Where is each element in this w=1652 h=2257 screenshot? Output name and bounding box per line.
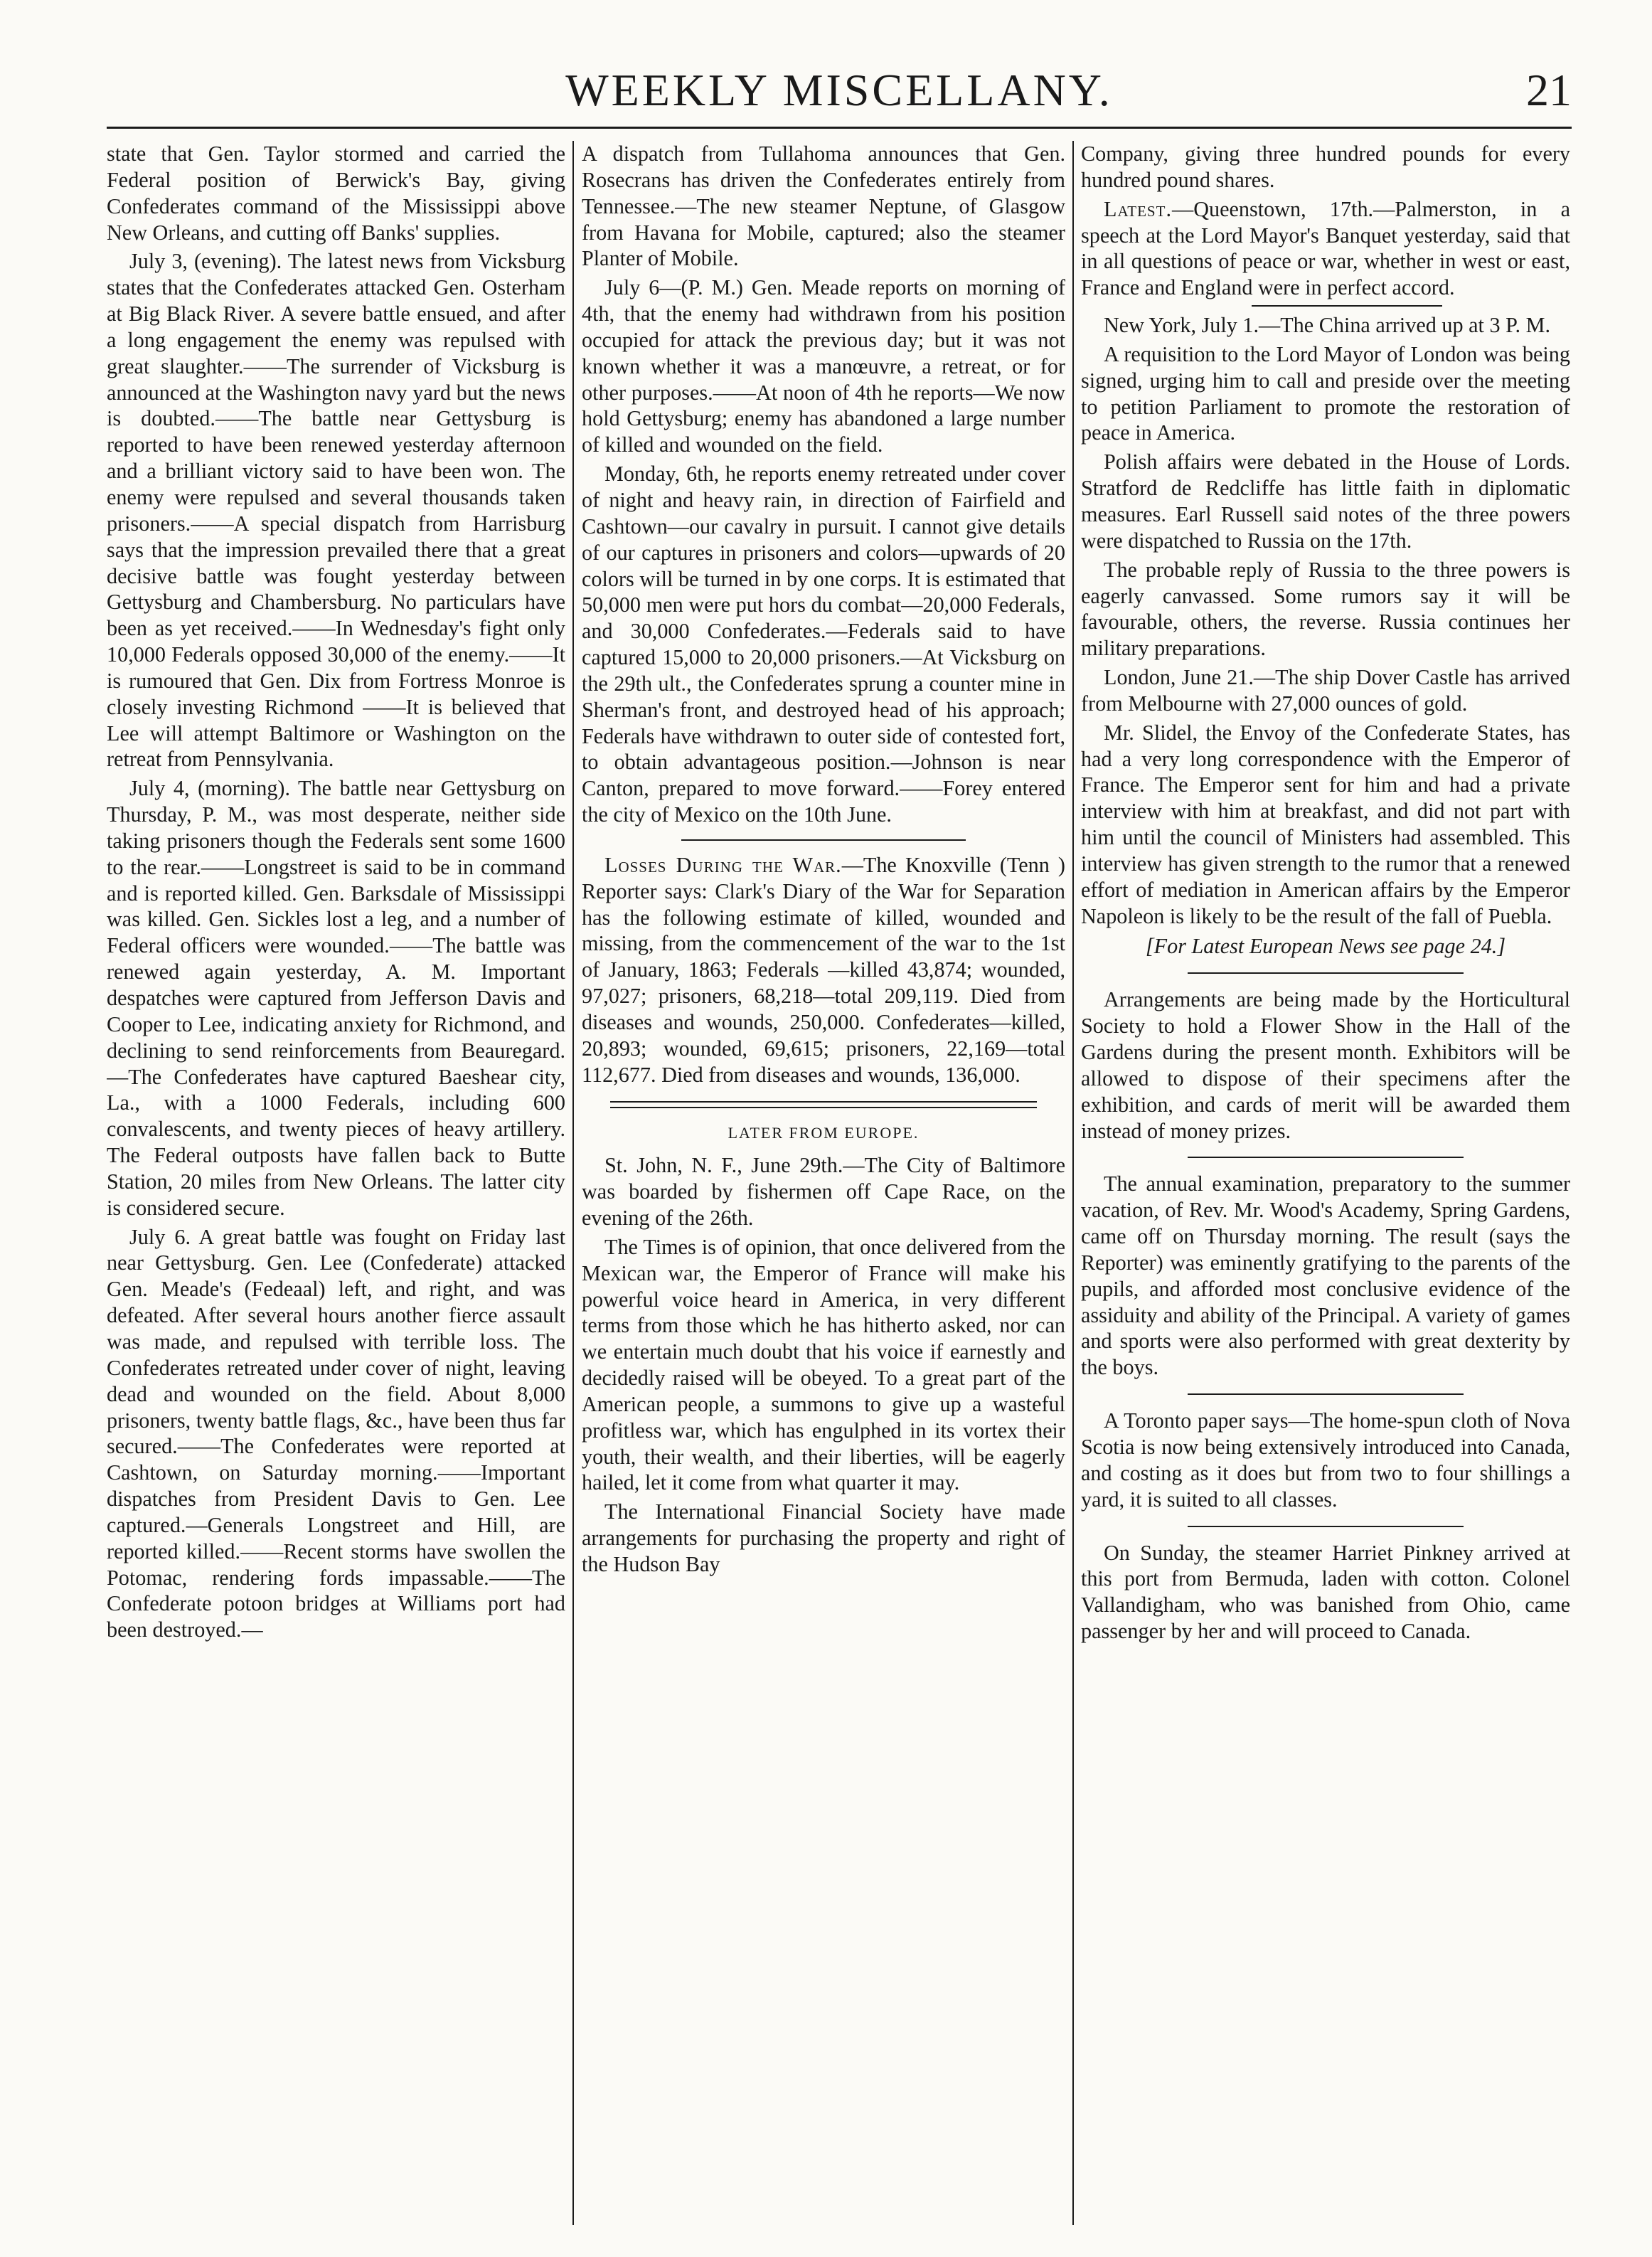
page-number: 21: [1526, 65, 1572, 115]
losses-title: Losses During the War.: [604, 852, 842, 877]
short-rule: [1252, 305, 1442, 307]
column-rule: [572, 141, 574, 2225]
column-3: [1081, 141, 1570, 2225]
latest-text: —Queenstown, 17th.—Palmerston, in a speech at the Lord Mayor's Banquet yesterday, said that in all questions of peace or war, whether in west or east, France and England were in perfect accord.: [1081, 196, 1570, 300]
news-paragraph: July 6. A great battle was fought on Friday last near Gettysburg. Gen. Lee (Confederate) attacked Gen. Meade's (Fedeaal) left, and right, and was defeated. After several hours another fierce assault was made, and repulsed with terrible loss. The Confederates retreated under cover of night, leaving dead and wounded on the field. About 8,000 prisoners, twenty battle flags, &c., have been thus far secured.——The Confederates were reported at Cashtown, on Saturday morning.——Important dispatches from President Davis to Gen. Lee captured.—Generals Longstreet and Hill, are reported killed.——Recent storms have swollen the Potomac, rendering fords impassable.——The Confederate potoon bridges at Williams port had been destroyed.—: [107, 1224, 565, 1642]
news-paragraph: On Sunday, the steamer Harriet Pinkney arrived at this port from Bermuda, laden with cotton. Colonel Vallandigham, who was banished from Ohio, came passenger by her and will proceed to Canada.: [1081, 1540, 1570, 1644]
news-paragraph: Arrangements are being made by the Horticultural Society to hold a Flower Show in the Hall of the Gardens during the present month. Exhibitors will be allowed to dispose of their specimens after the exhibition, and cards of merit will be awarded them instead of money prizes.: [1081, 987, 1570, 1143]
news-paragraph: July 6—(P. M.) Gen. Meade reports on morning of 4th, that the enemy had withdrawn from his position occupied for attack the previous day; but it was not known whether it was a manœuvre, a retreat, or for other purposes.——At noon of 4th he reports—We now hold Gettysburg; enemy has abandoned a large number of killed and wounded on the field.: [582, 275, 1065, 457]
section-separator: [1188, 1157, 1464, 1158]
europe-heading: LATER FROM EUROPE.: [728, 1123, 920, 1142]
section-separator: [1188, 1393, 1464, 1395]
losses-text: —The Knoxville (Tenn ) Reporter says: Clark's Diary of the War for Separation has the following estimate of killed, wounded and missing, from the commencement of the war to the 1st of January, 1863; Federals —killed 43,874; wounded, 97,027; prisoners, 68,218—total 209,119. Died from diseases and wounds, 250,000. Confederates—killed, 20,893; wounded, 69,615; prisoners, 22,169—total 112,677. Died from diseases and wounds, 136,000.: [582, 852, 1065, 1087]
column-2: [582, 141, 1065, 2225]
news-paragraph: The annual examination, preparatory to the summer vacation, of Rev. Mr. Wood's Academy, Spring Gardens, came off on Thursday morning. The result (says the Reporter) was eminently gratifying to the parents of the pupils, and afforded most conclusive evidence of the assiduity and ability of the Principal. A variety of games and sports were also performed with great dexterity by the boys.: [1081, 1172, 1570, 1380]
running-title: WEEKLY MISCELLANY.: [565, 65, 1113, 115]
double-rule: [610, 1101, 1037, 1108]
news-paragraph: July 4, (morning). The battle near Gettysburg on Thursday, P. M., was most desperate, neither side taking prisoners though the Federals sent some 1600 to the rear.——Longstreet is said to be in command and is reported killed. Gen. Barksdale of Mississippi was killed. Gen. Sickles lost a leg, and a number of Federal officers were wounded.——The battle was renewed again yesterday, A. M. Important despatches were captured from Jefferson Davis and Cooper to Lee, indicating anxiety for Richmond, and declining to send reinforcements from Beauregard.—The Confederates have captured Baeshear city, La., with a 1000 Federals, including 600 convalescents, and twenty pieces of heavy artillery. The Federal outposts have fallen back to Butte Station, 20 miles from New Orleans. The latter city is considered secure.: [107, 776, 565, 1220]
news-paragraph: The probable reply of Russia to the three powers is eagerly canvassed. Some rumors say it will be favourable, others, the reverse. Russia continues her military preparations.: [1081, 557, 1570, 661]
section-separator: [1188, 1526, 1464, 1527]
section-separator: [681, 839, 966, 841]
news-paragraph: The Times is of opinion, that once delivered from the Mexican war, the Emperor of France will make his powerful voice heard in America, in very different terms from those which he has hitherto asked, nor can we entertain much doubt that his voice if earnestly and decidedly raised will be obeyed. To a great part of the American people, a summons to give up a wasteful profitless war, which has engulphed in its vortex their youth, their wealth, and their liberties, will be eagerly hailed, let it come from what quarter it may.: [582, 1234, 1065, 1495]
cross-reference-note: [For Latest European News see page 24.]: [1145, 934, 1506, 959]
section-separator: [1188, 972, 1464, 974]
news-paragraph: Polish affairs were debated in the House of Lords. Stratford de Redcliffe has little faith in diplomatic measures. Earl Russell said notes of the three powers were dispatched to Russia on the 17th.: [1081, 450, 1570, 553]
news-paragraph: The International Financial Society have made arrangements for purchasing the property and right of the Hudson Bay: [582, 1499, 1065, 1577]
news-paragraph: St. John, N. F., June 29th.—The City of Baltimore was boarded by fishermen off Cape Race, on the evening of the 26th.: [582, 1153, 1065, 1231]
news-paragraph: state that Gen. Taylor stormed and carried the Federal position of Berwick's Bay, giving Confederates command of the Mississippi above New Orleans, and cutting off Banks' supplies.: [107, 142, 565, 245]
news-paragraph: July 3, (evening). The latest news from Vicksburg states that the Confederates attacked Gen. Osterham at Big Black River. A severe battle ensued, and after a long engagement the enemy was repulsed with great slaughter.——The surrender of Vicksburg is announced at the Washington navy yard but the news is doubted.——The battle near Gettysburg is reported to have been renewed yesterday afternoon and a brilliant victory said to have been won. The enemy were repulsed and several thousands taken prisoners.——A special dispatch from Harrisburg says that the impression prevailed there that a great decisive battle was fought yesterday between Gettysburg and Chambersburg. No particulars have been as yet received.——In Wednesday's fight only 10,000 Federals opposed 30,000 of the enemy.——It is rumoured that Gen. Dix from Fortress Monroe is closely investing Richmond ——It is believed that Lee will attempt Baltimore or Washington on the retreat from Pennsylvania.: [107, 249, 565, 772]
news-paragraph: Monday, 6th, he reports enemy retreated under cover of night and heavy rain, in direction of Fairfield and Cashtown—our cavalry in pursuit. I cannot give details of our captures in prisoners and colors—upwards of 20 colors will be turned in by one corps. It is estimated that 50,000 men were put hors du combat—20,000 Federals, and 30,000 Confederates.—Federals said to have captured 15,000 to 20,000 prisoners.—At Vicksburg on the 29th ult., the Confederates sprung a counter mine in Sherman's front, and destroyed head of his approach; Federals have withdrawn to outer side of contested fort, to obtain advantageous position.—Johnson is near Canton, prepared to move forward.——Forey entered the city of Mexico on the 10th June.: [582, 462, 1065, 827]
header-rule: [107, 127, 1572, 129]
news-paragraph: Mr. Slidel, the Envoy of the Confederate States, has had a very long correspondence with the Emperor of France. The Emperor sent for him and had a private interview with him at breakfast, and did not part with him until the council of Ministers had assembled. This interview has given strength to the rumor that a renewed effort of mediation in American affairs by the Emperor Napoleon is likely to be the result of the fall of Puebla.: [1081, 720, 1570, 928]
news-paragraph: A Toronto paper says—The home-spun cloth of Nova Scotia is now being extensively introduced into Canada, and costing as it does but from two to four shillings a yard, it is suited to all classes.: [1081, 1408, 1570, 1512]
column-rule: [1072, 141, 1074, 2225]
losses-article: [582, 852, 1065, 1088]
latest-paragraph: [1081, 196, 1570, 301]
news-paragraph: A requisition to the Lord Mayor of London was being signed, urging him to call and preside over the meeting to petition Parliament to promote the restoration of peace in America.: [1081, 341, 1570, 445]
news-paragraph: Company, giving three hundred pounds for every hundred pound shares.: [1081, 142, 1570, 192]
page-header: [107, 64, 1572, 121]
latest-label: Latest.: [1104, 196, 1172, 221]
column-1: [107, 141, 565, 2225]
news-paragraph: New York, July 1.—The China arrived up at 3 P. M.: [1104, 313, 1551, 338]
news-paragraph: A dispatch from Tullahoma announces that Gen. Rosecrans has driven the Confederates entirely from Tennessee.—The new steamer Neptune, of Glasgow from Havana for Mobile, captured; also the steamer Planter of Mobile.: [582, 142, 1065, 271]
news-paragraph: London, June 21.—The ship Dover Castle has arrived from Melbourne with 27,000 ounces of gold.: [1081, 665, 1570, 716]
